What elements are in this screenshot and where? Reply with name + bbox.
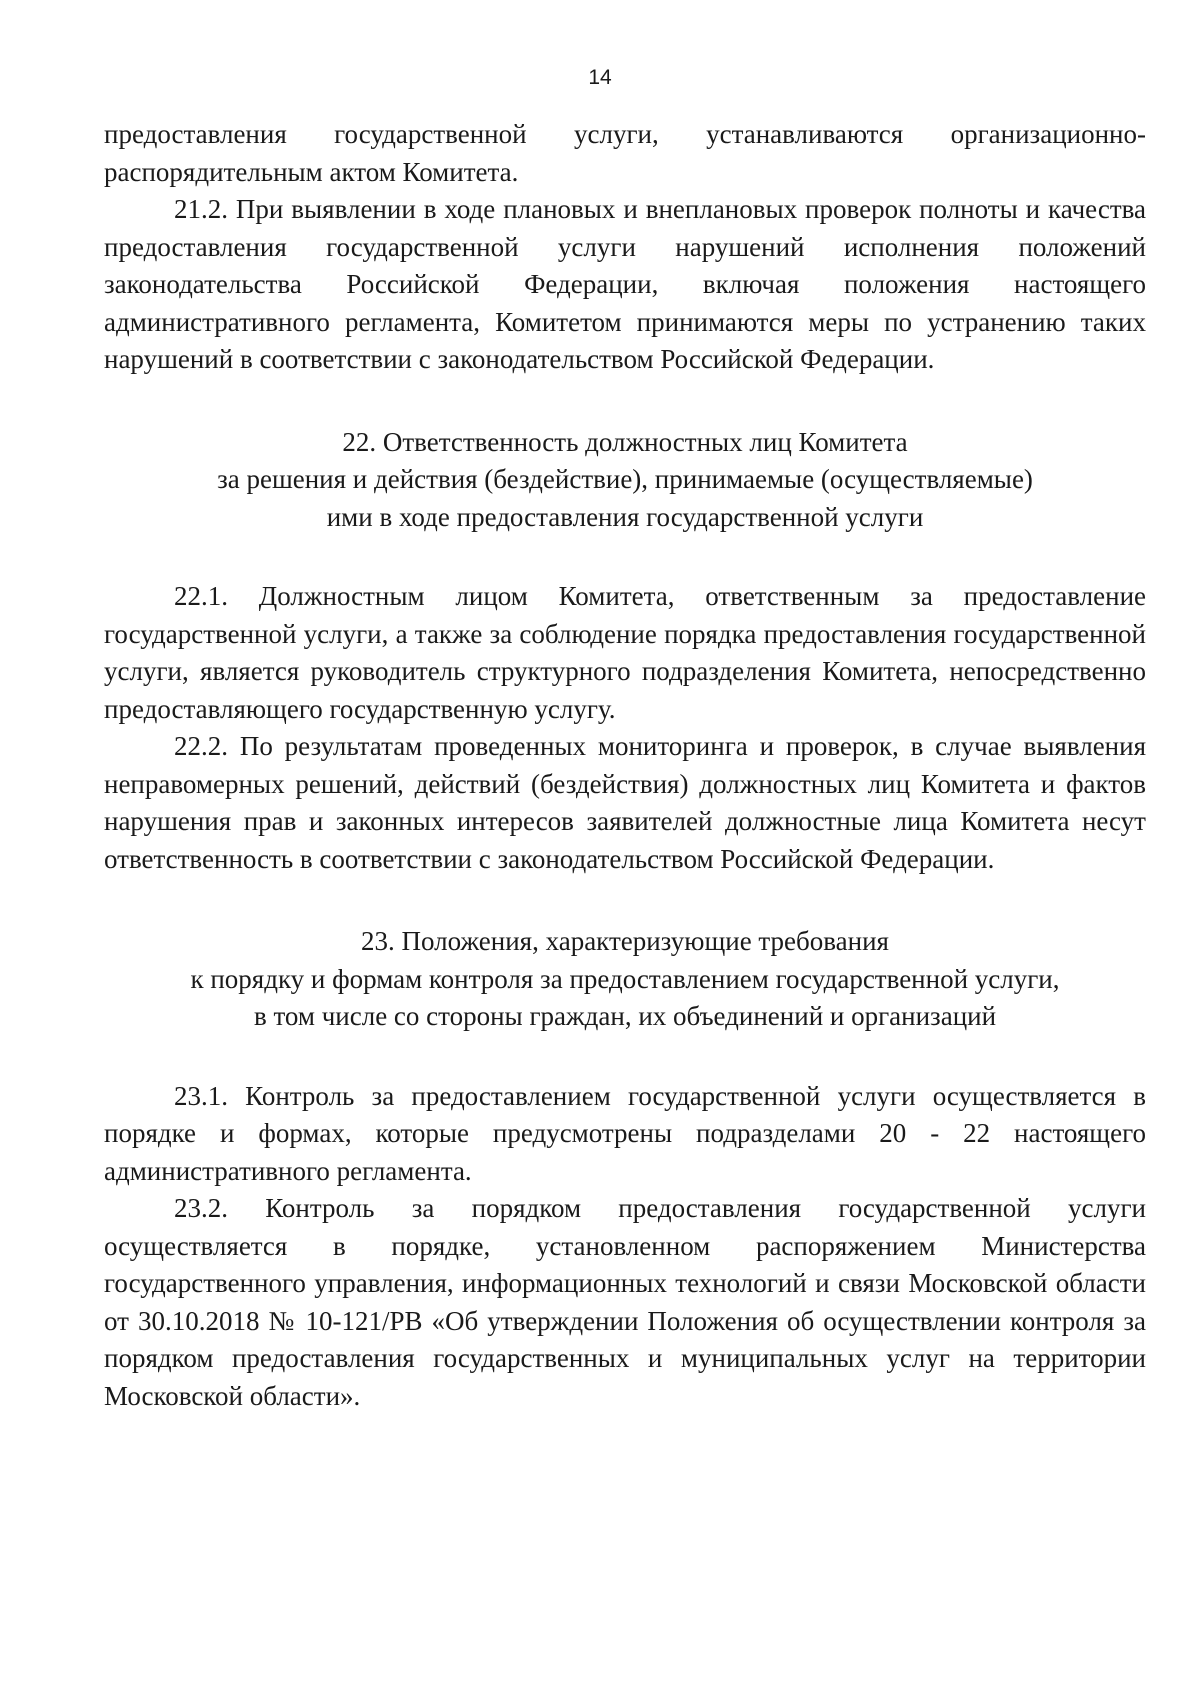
paragraph-23-2: 23.2. Контроль за порядком предоставления государственной услуги осуществляется в порядке, установленном распоряжением Министерства государственного управления, информационных технологий и связи Московской области от 30.10.2018 № 10-121/РВ «Об утверждении Положения об осуществлении контроля за порядком предоставления государственных и муниципальных услуг на территории Московской области». [104, 1193, 1146, 1411]
section-heading-22 [104, 424, 1146, 537]
heading-23-line-1: 23. Положения, характеризующие требования [361, 926, 889, 956]
section-gap [104, 1036, 1146, 1078]
section-gap [104, 878, 1146, 923]
paragraph-22-1: 22.1. Должностным лицом Комитета, ответственным за предоставление государственной услуги, а также за соблюдение порядка предоставления государственной услуги, является руководитель структурного подразделения Комитета, непосредственно предоставляющего государственную услугу. [104, 581, 1146, 724]
paragraph-intro: предоставления государственной услуги, устанавливаются организационно-распорядительным актом Комитета. [104, 119, 1146, 187]
paragraph-21-2: 21.2. При выявлении в ходе плановых и внеплановых проверок полноты и качества предоставления государственной услуги нарушений исполнения положений законодательства Российской Федерации, включая положения настоящего административного регламента, Комитетом принимаются меры по устранению таких нарушений в соответствии с законодательством Российской Федерации. [104, 194, 1146, 374]
section-heading-23 [104, 923, 1146, 1036]
heading-22-line-1: 22. Ответственность должностных лиц Комитета [342, 426, 908, 457]
heading-23-line-3: в том числе со стороны граждан, их объединений и организаций [253, 1001, 997, 1031]
heading-23-line-2: к порядку и формам контроля за предоставлением государственной услуги, [190, 963, 1060, 994]
heading-22-line-2: за решения и действия (бездействие), принимаемые (осуществляемые) [217, 464, 1033, 494]
page-number: 14 [588, 66, 612, 89]
section-gap [104, 379, 1146, 424]
document-body [104, 116, 1146, 1415]
paragraph-23-1: 23.1. Контроль за предоставлением государственной услуги осуществляется в порядке и формах, которые предусмотрены подразделами 20 - 22 настоящего административного регламента. [104, 1080, 1146, 1186]
paragraph-22-2: 22.2. По результатам проведенных мониторинга и проверок, в случае выявления неправомерных решений, действий (бездействия) должностных лиц Комитета и фактов нарушения прав и законных интересов заявителей должностные лица Комитета несут ответственность в соответствии с законодательством Российской Федерации. [104, 731, 1146, 874]
section-gap [104, 536, 1146, 578]
heading-22-line-3: ими в ходе предоставления государственной услуги [326, 501, 924, 532]
